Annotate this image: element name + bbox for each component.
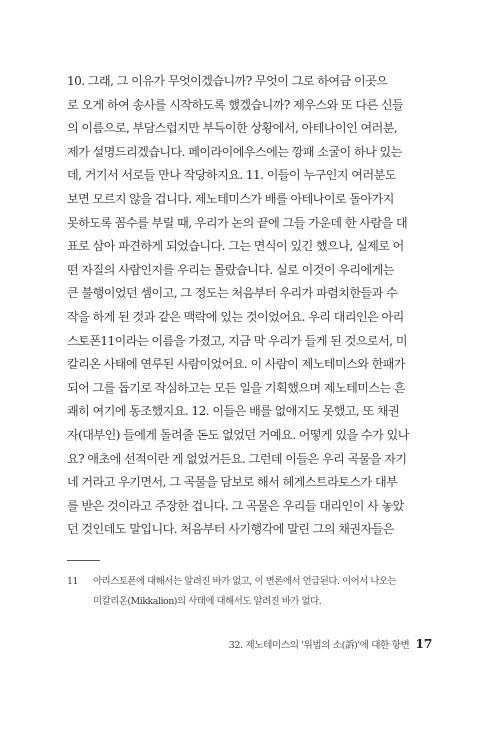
body-text <box>67 70 439 542</box>
footnote-text: 미칼리온(Mikkalion)의 사태에 대해서도 알려진 바가 없다. <box>93 596 322 607</box>
body-line: 던 것인데도 말입니다. 처음부터 사기행각에 말린 그의 채권자들은 <box>67 522 394 537</box>
body-line: 의 이름으로, 부담스럽지만 부득이한 상황에서, 아테나이인 여러분, <box>67 121 398 136</box>
body-line: 자(대부인) 들에게 돌려줄 돈도 없었던 거예요. 어떻게 있을 수가 있나 <box>67 427 409 442</box>
footnote-number: 11 <box>67 576 79 587</box>
body-line: 제가 설명드리겠습니다. 페이라이에우스에는 깡패 소굴이 하나 있는 <box>67 144 402 159</box>
body-line: 작을 하게 된 것과 같은 맥락에 있는 것이었어요. 우리 대리인은 아리 <box>67 309 404 324</box>
body-line: 로 오게 하여 송사를 시작하도록 했겠습니까? 제우스와 또 다른 신들 <box>67 97 404 112</box>
body-line: 보면 모르지 않을 겁니다. 제노테미스가 배를 아테나이로 돌아가지 <box>67 191 394 206</box>
footnote-line <box>67 572 447 592</box>
body-line: 칼리온 사태에 연루된 사람이었어요. 이 사람이 제노테미스와 한패가 <box>67 357 406 372</box>
body-line: 스토폰11이라는 이름을 가졌고, 지금 막 우리가 들게 된 것으로서, 미 <box>67 333 407 348</box>
body-line: 되어 그를 돕기로 작심하고는 모든 일을 기획했으며 제노테미스는 흔 <box>67 380 406 395</box>
footnote-line <box>67 592 447 612</box>
running-footer <box>229 636 432 651</box>
footnote <box>67 572 447 612</box>
body-line: 떤 자질의 사람인지를 우리는 몰랐습니다. 실로 이것이 우리에게는 <box>67 262 394 277</box>
body-line: 를 받은 것이라고 주장한 겁니다. 그 곡물은 우리들 대리인이 사 놓았 <box>67 498 404 513</box>
body-line: 쾌히 여기에 동조했지요. 12. 이들은 배를 없애지도 못했고, 또 채권 <box>67 404 400 419</box>
page-number: 17 <box>415 636 432 651</box>
body-line: 네 거라고 우기면서, 그 곡물을 담보로 해서 헤게스트라토스가 대부 <box>67 475 398 490</box>
body-line: 큰 불행이었던 셈이고, 그 정도는 처음부터 우리가 파렴치한들과 수 <box>67 286 398 301</box>
footnote-text: 아리스토폰에 대해서는 알려진 바가 없고, 이 변론에서 언급된다. 이어서 나오는 <box>93 576 397 587</box>
body-line: 10. 그래, 그 이유가 무엇이겠습니까? 무엇이 그로 하여금 이곳으 <box>67 74 388 88</box>
body-line: 요? 애초에 선적이란 게 없었거든요. 그런데 이들은 우리 곡물을 자기 <box>67 451 407 466</box>
body-line: 데, 거기서 서로들 만나 작당하지요. 11. 이들이 누구인지 여러분도 <box>67 168 396 183</box>
body-line: 표로 삼아 파견하게 되었습니다. 그는 면식이 있긴 했으나, 실제로 어 <box>67 239 404 254</box>
footnote-divider <box>67 560 100 561</box>
running-title: 32. 제노테미스의 '위법의 소(訴)'에 대한 항변 <box>228 640 410 651</box>
body-line: 못하도록 꼼수를 부릴 때, 우리가 논의 끝에 그들 가운데 한 사람을 대 <box>67 215 408 230</box>
